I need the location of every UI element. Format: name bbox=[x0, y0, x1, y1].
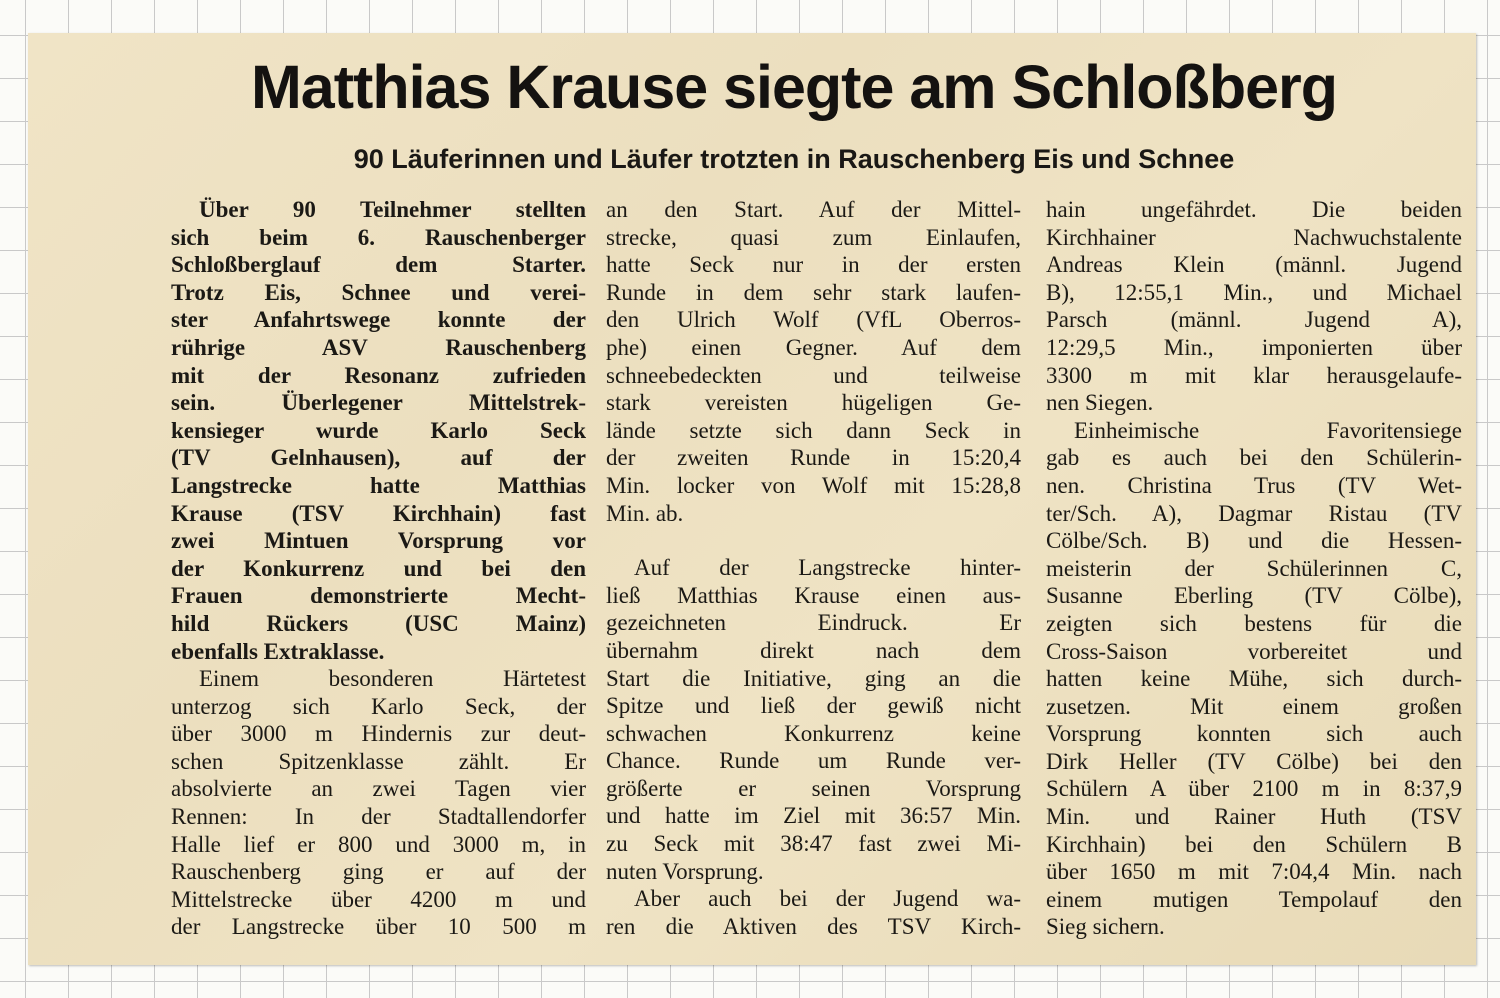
text-line: der Langstrecke über 10 500 m bbox=[171, 914, 586, 940]
text-line: Einem besonderen Härtetest bbox=[199, 666, 586, 692]
text-line: gezeichneten Eindruck. Er bbox=[606, 610, 1021, 636]
text-line: der Konkurrenz und bei den bbox=[171, 555, 586, 581]
article-column-3 bbox=[1046, 196, 1462, 941]
text-line: hatte Seck nur in der ersten bbox=[606, 252, 1021, 278]
text-line: Halle lief er 800 und 3000 m, in bbox=[171, 831, 586, 857]
text-line: Rauschenberg ging er auf der bbox=[171, 859, 586, 885]
text-line: hatten keine Mühe, sich durch- bbox=[1046, 666, 1462, 692]
text-line: Runde in dem sehr stark laufen- bbox=[606, 279, 1021, 305]
text-line: schwachen Konkurrenz keine bbox=[606, 720, 1021, 746]
body-paragraph bbox=[606, 196, 1021, 527]
text-line: sein. Überlegener Mittelstrek- bbox=[171, 390, 586, 416]
text-line: 12:29,5 Min., imponierten über bbox=[1046, 334, 1462, 360]
article-headline: Matthias Krause siegte am Schloßberg bbox=[250, 53, 1338, 121]
text-line: nuten Vorsprung. bbox=[606, 858, 764, 884]
text-line: (TV Gelnhausen), auf der bbox=[171, 445, 586, 471]
text-line: Spitze und ließ der gewiß nicht bbox=[606, 693, 1021, 719]
text-line: Schülern A über 2100 m in 8:37,9 bbox=[1046, 776, 1462, 802]
text-line: schneebedeckten und teilweise bbox=[606, 362, 1021, 388]
article-subheadline: 90 Läuferinnen und Läufer trotzten in Rauschenberg Eis und Schnee bbox=[353, 144, 1235, 174]
text-line: B), 12:55,1 Min., und Michael bbox=[1046, 279, 1462, 305]
text-line: Rennen: In der Stadtallendorfer bbox=[171, 804, 586, 830]
text-line: Frauen demonstrierte Mecht- bbox=[171, 583, 586, 609]
article-column-1 bbox=[171, 196, 586, 941]
text-line: ließ Matthias Krause einen aus- bbox=[606, 582, 1021, 608]
text-line: absolvierte an zwei Tagen vier bbox=[171, 776, 586, 802]
text-line: Langstrecke hatte Matthias bbox=[171, 472, 586, 498]
text-line: Cross-Saison vorbereitet und bbox=[1046, 638, 1462, 664]
text-line: gab es auch bei den Schülerin- bbox=[1046, 445, 1462, 471]
text-line: sich beim 6. Rauschenberger bbox=[171, 224, 586, 250]
text-line: Einheimische Favoritensiege bbox=[1074, 417, 1462, 443]
text-line: unterzog sich Karlo Seck, der bbox=[171, 693, 586, 719]
text-line: Krause (TSV Kirchhain) fast bbox=[171, 500, 586, 526]
text-line: Trotz Eis, Schnee und verei- bbox=[171, 279, 586, 305]
text-line: Kirchhainer Nachwuchstalente bbox=[1046, 224, 1462, 250]
text-line: ter/Sch. A), Dagmar Ristau (TV bbox=[1046, 500, 1462, 526]
text-line: hain ungefährdet. Die beiden bbox=[1046, 197, 1462, 222]
text-line: nen Siegen. bbox=[1046, 390, 1154, 416]
text-line: ren die Aktiven des TSV Kirch- bbox=[606, 913, 1021, 939]
text-line: und hatte im Ziel mit 36:57 Min. bbox=[606, 803, 1021, 829]
text-line: ebenfalls Extraklasse. bbox=[171, 638, 385, 664]
text-line: an den Start. Auf der Mittel- bbox=[606, 197, 1021, 222]
body-paragraph bbox=[606, 554, 1021, 885]
text-line: über 3000 m Hindernis zur deut- bbox=[171, 721, 586, 747]
body-paragraph bbox=[606, 885, 1021, 940]
text-line: über 1650 m mit 7:04,4 Min. nach bbox=[1046, 859, 1462, 885]
text-line: Auf der Langstrecke hinter- bbox=[634, 555, 1021, 581]
text-line: Min. locker von Wolf mit 15:28,8 bbox=[606, 472, 1021, 498]
article-column-2 bbox=[606, 196, 1021, 940]
text-line: Parsch (männl. Jugend A), bbox=[1046, 307, 1462, 333]
text-line: Chance. Runde um Runde ver- bbox=[606, 748, 1021, 774]
text-line: mit der Resonanz zufrieden bbox=[171, 362, 586, 388]
body-paragraph bbox=[171, 665, 586, 941]
text-line: Über 90 Teilnehmer stellten bbox=[199, 197, 586, 222]
text-line: größerte er seinen Vorsprung bbox=[606, 775, 1021, 801]
text-line: ster Anfahrtswege konnte der bbox=[171, 307, 586, 333]
text-line: Aber auch bei der Jugend wa- bbox=[634, 886, 1021, 912]
text-line: übernahm direkt nach dem bbox=[606, 637, 1021, 663]
text-line: strecke, quasi zum Einlaufen, bbox=[606, 224, 1021, 250]
text-line: Dirk Heller (TV Cölbe) bei den bbox=[1046, 748, 1462, 774]
text-line: der zweiten Runde in 15:20,4 bbox=[606, 445, 1021, 471]
text-line: Kirchhain) bei den Schülern B bbox=[1046, 831, 1462, 857]
text-line: Vorsprung konnten sich auch bbox=[1046, 721, 1462, 747]
text-line: hild Rückers (USC Mainz) bbox=[171, 610, 586, 636]
text-line: zu Seck mit 38:47 fast zwei Mi- bbox=[606, 831, 1021, 857]
text-line: zusetzen. Mit einem großen bbox=[1046, 693, 1462, 719]
text-line: stark vereisten hügeligen Ge- bbox=[606, 390, 1021, 416]
text-line: lände setzte sich dann Seck in bbox=[606, 417, 1021, 443]
text-line: Min. und Rainer Huth (TSV bbox=[1046, 804, 1462, 830]
text-line: Start die Initiative, ging an die bbox=[606, 665, 1021, 691]
text-line: Andreas Klein (männl. Jugend bbox=[1046, 252, 1462, 278]
text-line: Min. ab. bbox=[606, 500, 684, 526]
text-line: rührige ASV Rauschenberg bbox=[171, 334, 586, 360]
text-line: Schloßberglauf dem Starter. bbox=[171, 252, 586, 278]
text-line: nen. Christina Trus (TV Wet- bbox=[1046, 472, 1462, 498]
text-line: schen Spitzenklasse zählt. Er bbox=[171, 748, 586, 774]
text-line: zwei Mintuen Vorsprung vor bbox=[171, 528, 586, 554]
text-line: phe) einen Gegner. Auf dem bbox=[606, 334, 1021, 360]
lead-paragraph bbox=[171, 196, 586, 665]
text-line: Cölbe/Sch. B) und die Hessen- bbox=[1046, 528, 1462, 554]
newspaper-clipping bbox=[28, 33, 1476, 965]
paragraph-gap bbox=[606, 527, 1021, 554]
text-line: Mittelstrecke über 4200 m und bbox=[171, 886, 586, 912]
text-line: 3300 m mit klar herausgelaufe- bbox=[1046, 362, 1462, 388]
body-paragraph bbox=[1046, 417, 1462, 941]
text-line: Susanne Eberling (TV Cölbe), bbox=[1046, 583, 1462, 609]
text-line: meisterin der Schülerinnen C, bbox=[1046, 555, 1462, 581]
text-line: einem mutigen Tempolauf den bbox=[1046, 886, 1462, 912]
text-line: den Ulrich Wolf (VfL Oberros- bbox=[606, 307, 1021, 333]
text-line: zeigten sich bestens für die bbox=[1046, 610, 1462, 636]
body-paragraph bbox=[1046, 196, 1462, 417]
text-line: kensieger wurde Karlo Seck bbox=[171, 417, 586, 443]
text-line: Sieg sichern. bbox=[1046, 914, 1165, 940]
